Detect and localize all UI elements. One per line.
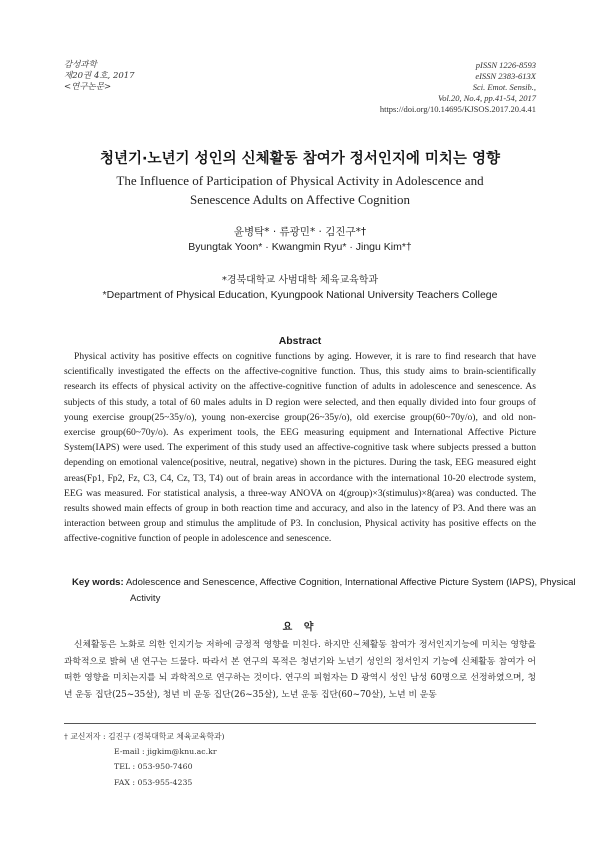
korean-title: 청년기·노년기 성인의 신체활동 참여가 정서인지에 미치는 영향 (100, 151, 500, 167)
journal-volume: 제20권 4호, 2017 (64, 71, 135, 81)
fax: FAX : 053-955-4235 (114, 777, 193, 787)
english-title-line-1: The Influence of Participation of Physical Activity in Adolescence and (116, 173, 484, 188)
english-title (0, 171, 600, 209)
summary-text: 신체활동은 노화로 의한 인지기능 저하에 긍정적 영향을 미친다. 하지만 신체활동 참여가 정서인지기능에 미치는 영향을 과학적으로 밝혀 낸 연구는 드물다. 따라서 본 연구의 목적은 청년기와 노년기 성인의 정서인지 기능에 신체활동 참여가 어떠한 영향을 미치는지를 뇌 과학적으로 연구하는 것이다. 연구의 피험자는 D 광역시 성인 남성 60명으로 선정하였으며, 청년 운동 집단(25~35살), 청년 비 운동 집단(26~35살), 노년 운동 집단(60~70살), 노년 비 운동 (64, 640, 536, 700)
email[interactable]: E-mail : jigkim@knu.ac.kr (114, 747, 217, 757)
summary-heading: 요 약 (282, 622, 318, 633)
journal-abbrev: Sci. Emot. Sensib., (472, 82, 536, 92)
keywords-label: Key words: (72, 577, 124, 588)
abstract-text: Physical activity has positive effects on cognitive functions by aging. However, it is rare to find research that have scientifically investigated the effects on the affective-cognitive function. Thus, this study aims to brain-scientifically research its effects of physical activity on the affective-cognitive function of adults in adolescence and senescence. As subjects of this study, a total of 60 males adults in D region were selected, and then equally divided into four groups of young exercise group(25~35y/o), young non-exercise group(26~35y/o), old exercise group(60~70y/o), and old non-exercise group(60~70y/o). As experiment tools, the EEG measuring equipment and International Affective Picture System(IAPS) were used. The experiment of this study used an affective-cognitive task where subjects pressed a button depending on emotional valence(positive, neutral, negative) shown in the pictures. During the task, EEG measured eight areas(Fp1, Fp2, Fz, C3, C4, Cz, T3, T4) out of brain areas in accordance with the international 10-20 electrode system, EEG was measured. For statistical analysis, a three-way ANOVA on 4(group)×3(stimulus)×8(area) was conducted. The results showed main effects of group in both reaction time and accuracy, and also in the latency of P3. And there was an interaction between group and stimulus the amplitude of P3. In conclusion, Physical activity has positive effects on the affective-cognitive function of people in adolescence and senescence. (64, 351, 536, 545)
journal-header-left (64, 60, 135, 93)
corresponding-author: † 교신저자 : 김진구 (경북대학교 체육교육학과) (64, 732, 225, 741)
english-title-line-2: Senescence Adults on Affective Cognition (190, 192, 410, 207)
telephone: TEL : 053-950-7460 (114, 762, 193, 772)
korean-authors: 윤병탁* · 류광민* · 김진구*† (233, 226, 367, 238)
keywords (72, 575, 594, 607)
abstract-heading: Abstract (278, 335, 322, 347)
footnote-divider (64, 723, 536, 724)
journal-header-right (380, 60, 536, 115)
journal-name: 감성과학 (64, 60, 97, 70)
volume-pages: Vol.20, No.4, pp.41-54, 2017 (438, 93, 536, 103)
korean-affiliation: *경북대학교 사범대학 체육교육학과 (221, 275, 379, 286)
eissn: eISSN 2383-613X (475, 71, 536, 81)
english-affiliation: *Department of Physical Education, Kyungpook National University Teachers College (102, 289, 498, 301)
english-authors: Byungtak Yoon* · Kwangmin Ryu* · Jingu Kim*† (188, 241, 412, 253)
keywords-text: Adolescence and Senescence, Affective Cognition, International Affective Picture System (IAPS), Physical Activity (125, 577, 576, 604)
pissn: pISSN 1226-8593 (475, 60, 536, 70)
article-type: <연구논문> (64, 82, 112, 92)
footnote (64, 729, 225, 790)
doi-link[interactable]: https://doi.org/10.14695/KJSOS.2017.20.4.41 (379, 104, 536, 114)
